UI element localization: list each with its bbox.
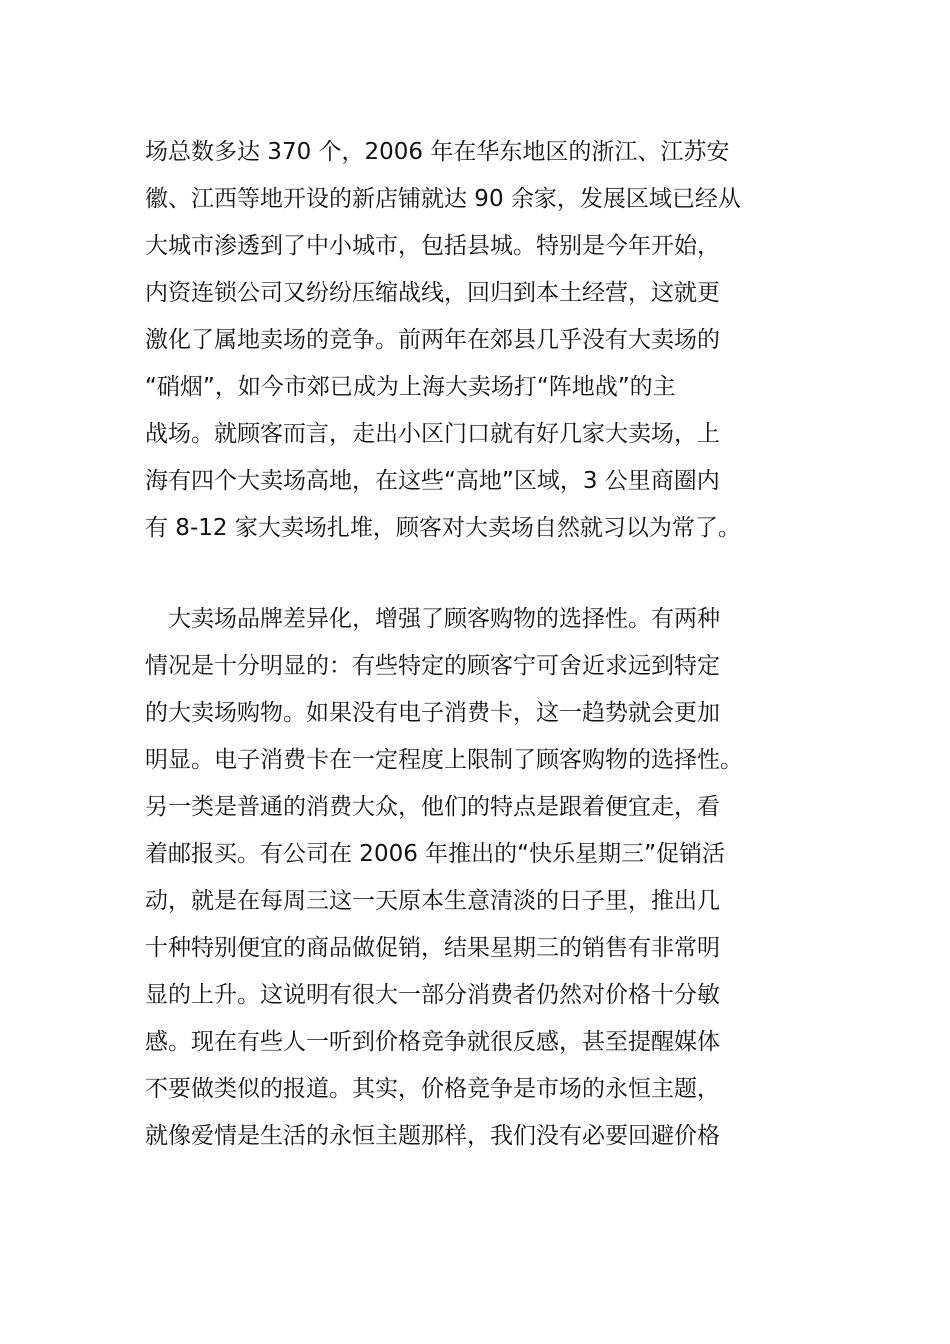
paragraph-line: 的大卖场购物。如果没有电子消费卡，这一趋势就会更加 bbox=[145, 700, 720, 726]
paragraph-line: 显的上升。这说明有很大一部分消费者仍然对价格十分敏 bbox=[145, 982, 720, 1008]
paragraph-line: 着邮报买。有公司在 2006 年推出的“快乐星期三”促销活 bbox=[145, 841, 725, 867]
paragraph-line: 就像爱情是生活的永恒主题那样，我们没有必要回避价格 bbox=[145, 1123, 720, 1149]
paragraph-line: “硝烟”，如今市郊已成为上海大卖场打“阵地战”的主 bbox=[145, 374, 676, 400]
paragraph-line: 动，就是在每周三这一天原本生意清淡的日子里，推出几 bbox=[145, 888, 720, 914]
paragraph-line: 十种特别便宜的商品做促销，结果星期三的销售有非常明 bbox=[145, 935, 720, 961]
paragraph-line: 大城市渗透到了中小城市，包括县城。特别是今年开始， bbox=[145, 233, 720, 259]
paragraph-line: 不要做类似的报道。其实，价格竞争是市场的永恒主题， bbox=[145, 1076, 720, 1102]
paragraph-line: 内资连锁公司又纷纷压缩战线，回归到本土经营，这就更 bbox=[145, 280, 720, 306]
paragraph-line: 另一类是普通的消费大众，他们的特点是跟着便宜走，看 bbox=[145, 794, 720, 820]
paragraph-2 bbox=[145, 596, 815, 1160]
paragraph-line: 大卖场品牌差异化，增强了顾客购物的选择性。有两种 bbox=[145, 606, 720, 632]
paragraph-1 bbox=[145, 129, 815, 552]
paragraph-line: 战场。就顾客而言，走出小区门口就有好几家大卖场，上 bbox=[145, 421, 720, 447]
paragraph-line: 有 8-12 家大卖场扎堆，顾客对大卖场自然就习以为常了。 bbox=[145, 515, 741, 541]
paragraph-line: 海有四个大卖场高地，在这些“高地”区域，3 公里商圈内 bbox=[145, 468, 720, 494]
paragraph-line: 感。现在有些人一听到价格竞争就很反感，甚至提醒媒体 bbox=[145, 1029, 720, 1055]
paragraph-line: 场总数多达 370 个，2006 年在华东地区的浙江、江苏安 bbox=[145, 139, 730, 165]
paragraph-line: 情况是十分明显的：有些特定的顾客宁可舍近求远到特定 bbox=[145, 653, 720, 679]
paragraph-line: 明显。电子消费卡在一定程度上限制了顾客购物的选择性。 bbox=[145, 747, 743, 773]
paragraph-line: 徽、江西等地开设的新店铺就达 90 余家，发展区域已经从 bbox=[145, 186, 741, 212]
paragraph-line: 激化了属地卖场的竞争。前两年在郊县几乎没有大卖场的 bbox=[145, 327, 720, 353]
